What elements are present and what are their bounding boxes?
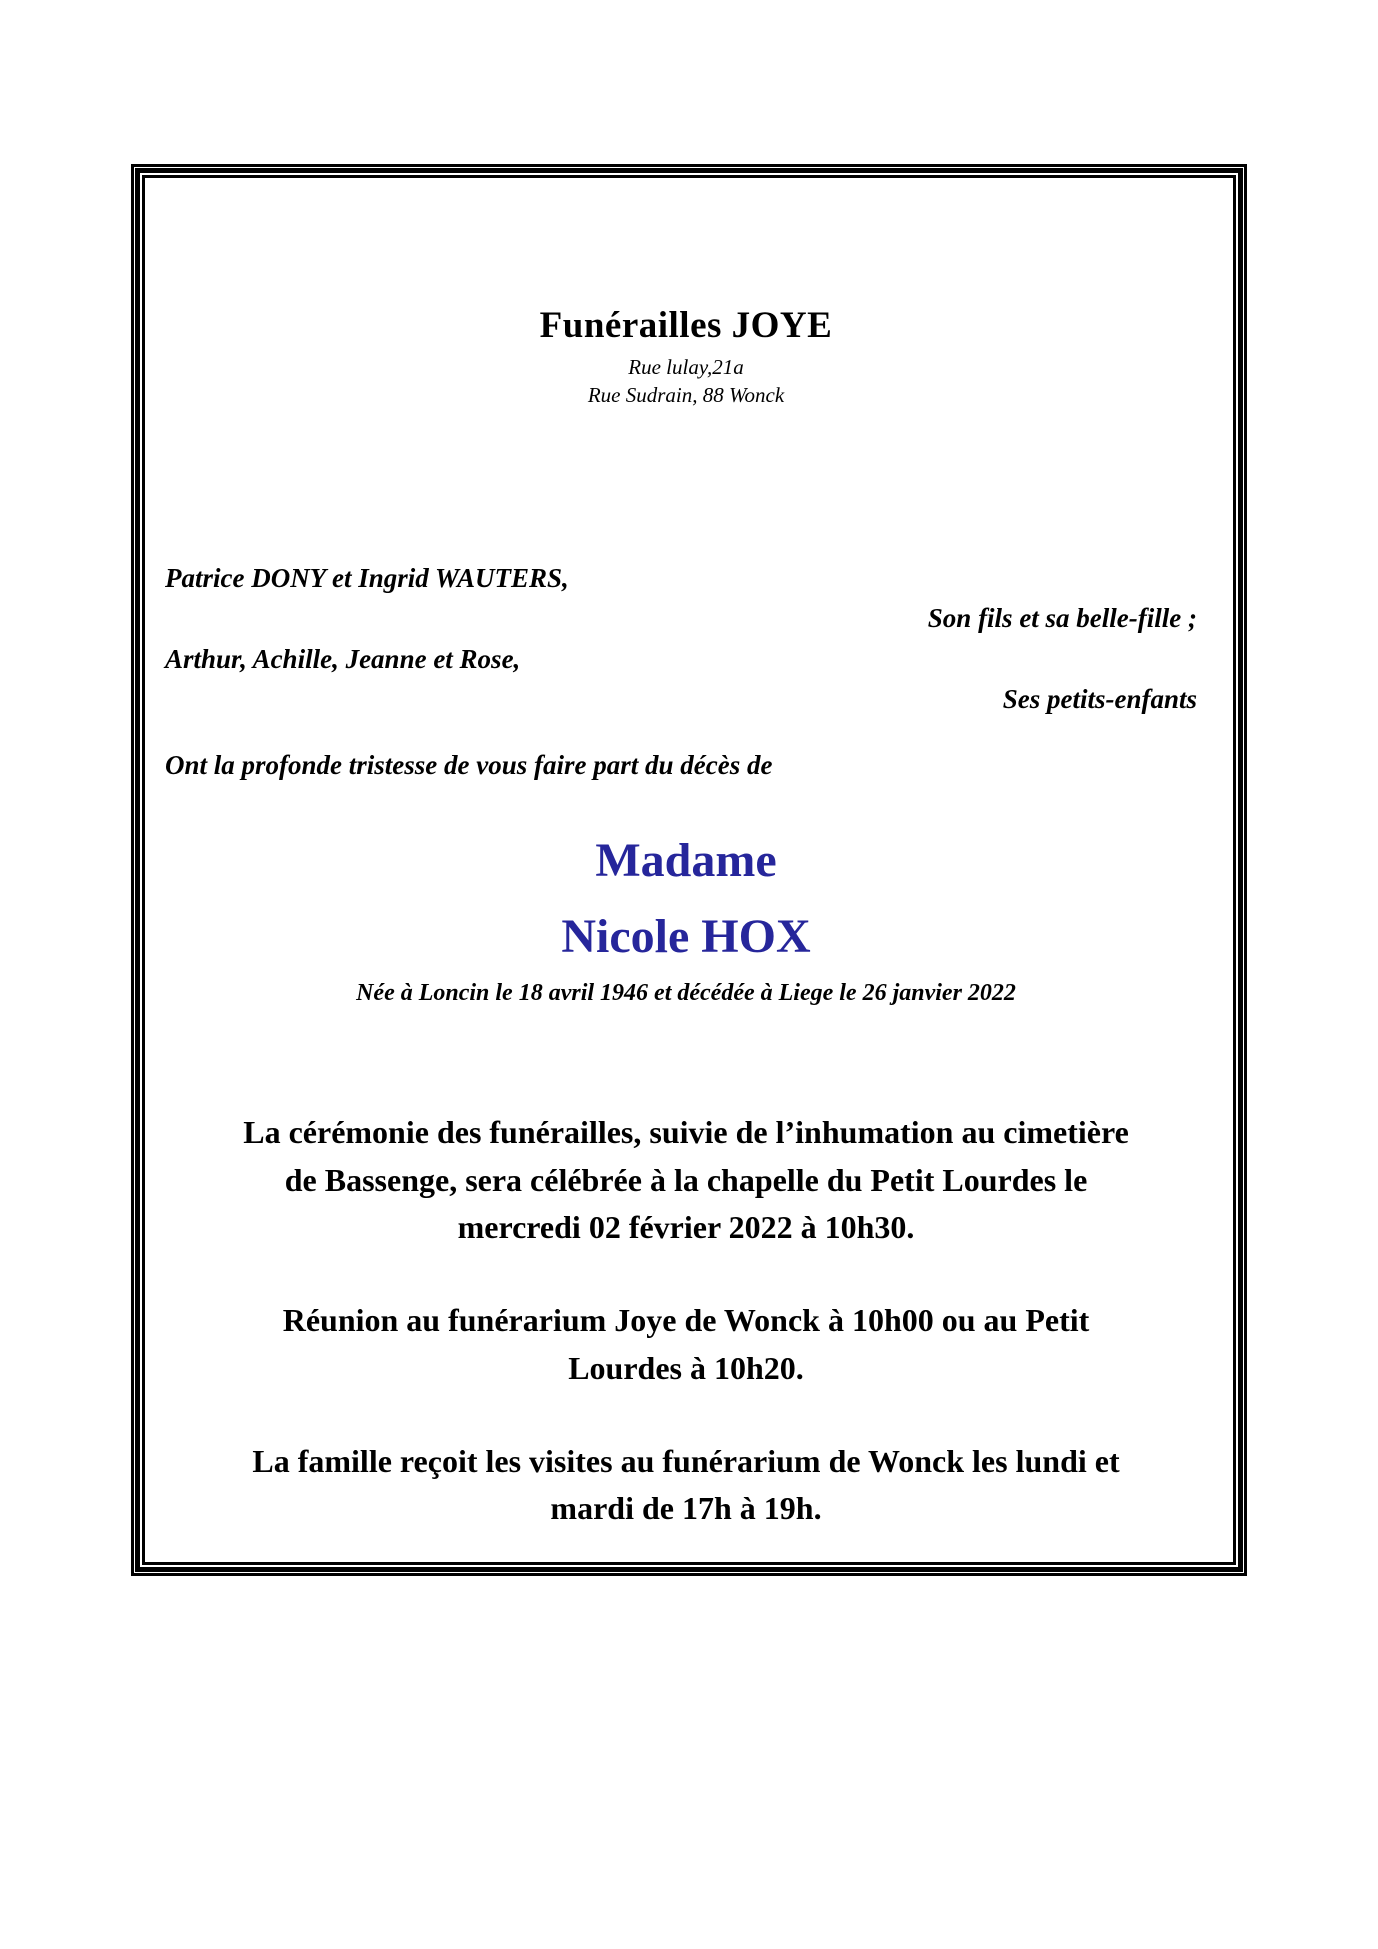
family-relation-son: Son fils et sa belle-fille ; — [927, 603, 1197, 634]
funeral-home-address — [165, 353, 1207, 410]
header — [165, 304, 1207, 410]
address-line-1: Rue lulay,21a — [628, 355, 744, 379]
family-names-grandchildren: Arthur, Achille, Jeanne et Rose, — [165, 643, 521, 674]
deceased-name: Nicole HOX — [561, 910, 811, 964]
visits-paragraph: La famille reçoit les visites au funérarium de Wonck les lundi et mardi de 17h à 19h. — [252, 1443, 1120, 1527]
deceased-section — [165, 823, 1207, 977]
family-names-son: Patrice DONY et Ingrid WAUTERS, — [165, 562, 569, 593]
family-relation-grandchildren: Ses petits-enfants — [1002, 684, 1197, 715]
meeting-paragraph: Réunion au funérarium Joye de Wonck à 10h00 ou au Petit Lourdes à 10h20. — [282, 1302, 1090, 1386]
deceased-title: Madame — [595, 833, 777, 887]
decorative-border-middle — [135, 168, 1243, 1572]
address-line-2: Rue Sudrain, 88 Wonck — [587, 383, 785, 408]
decorative-border-outer — [131, 164, 1247, 1576]
announcement-line: Ont la profonde tristesse de vous faire part du décès de — [165, 749, 773, 780]
body-paragraphs — [165, 1109, 1207, 1533]
life-dates-line: Née à Loncin le 18 avril 1946 et décédée à Liege le 26 janvier 2022 — [356, 980, 1016, 1007]
decorative-border-inner — [142, 175, 1236, 1565]
funeral-home-title: Funérailles JOYE — [539, 305, 833, 346]
family-section — [165, 558, 1207, 720]
ceremony-paragraph: La cérémonie des funérailles, suivie de l’inhumation au cimetière de Bassenge, sera célébrée à la chapelle du Petit Lourdes le mercredi 02 février 2022 à 10h30. — [243, 1114, 1129, 1245]
